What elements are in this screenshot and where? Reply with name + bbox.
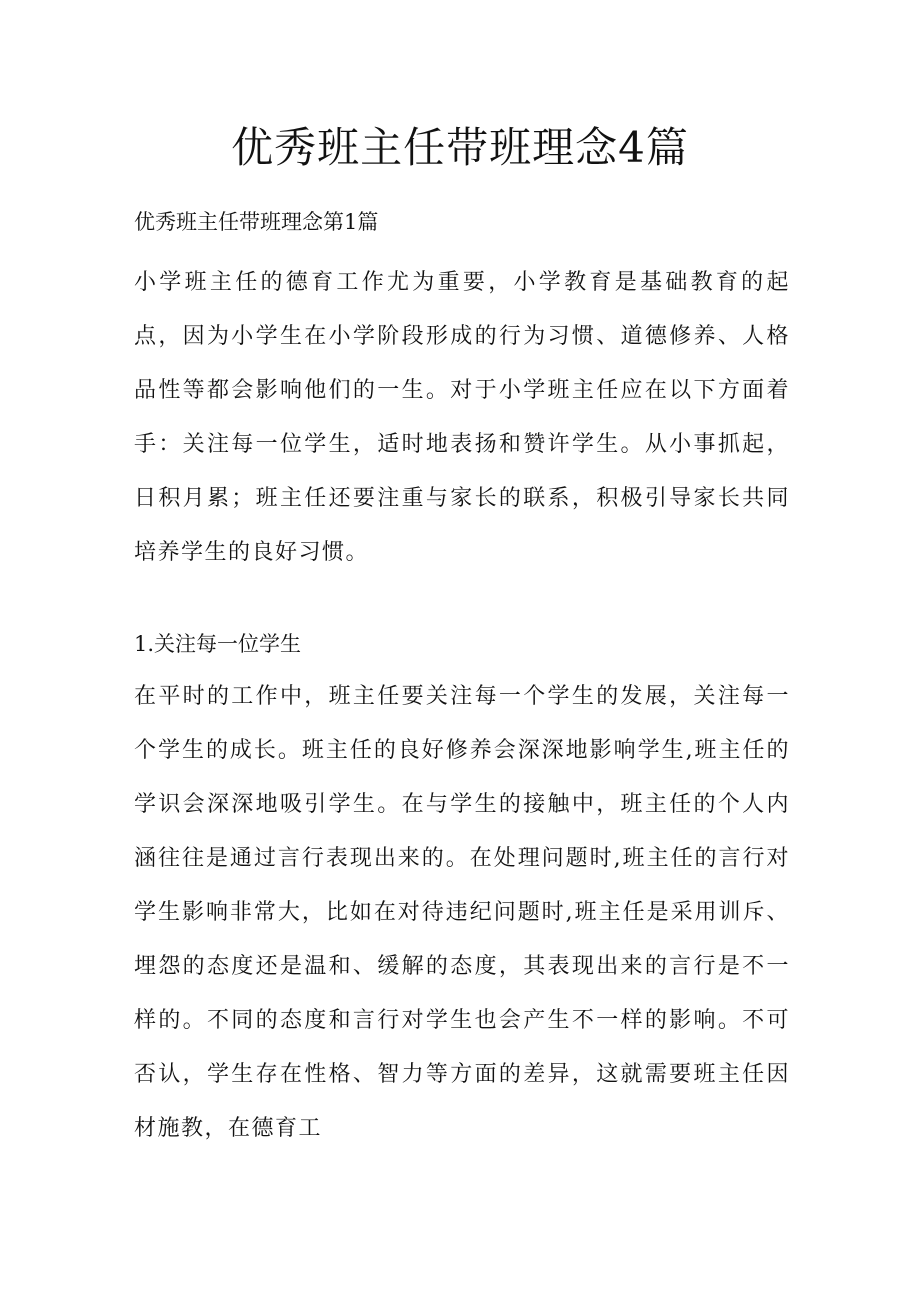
section-heading-1: 1.关注每一位学生 [134, 632, 302, 656]
section-subtitle: 优秀班主任带班理念第1篇 [134, 210, 379, 234]
document-title: 优秀班主任带班理念4篇 [231, 123, 689, 172]
paragraph-body: 在平时的工作中，班主任要关注每一个学生的发展，关注每一个学生的成长。班主任的良好修养会深深地影响学生,班主任的学识会深深地吸引学生。在与学生的接触中，班主任的个人内涵往往是通过言行表现出来的。在处理问题时,班主任的言行对学生影响非常大，比如在对待违纪问题时,班主任是采用训斥、埋怨的态度还是温和、缓解的态度，其表现出来的言行是不一样的。不同的态度和言行对学生也会产生不一样的影响。不可否认，学生存在性格、智力等方面的差异，这就需要班主任因材施教，在德育工 [134, 684, 790, 1141]
paragraph-intro: 小学班主任的德育工作尤为重要，小学教育是基础教育的起点，因为小学生在小学阶段形成的行为习惯、道德修养、人格品性等都会影响他们的一生。对于小学班主任应在以下方面着手：关注每一位学生，适时地表扬和赞许学生。从小事抓起，日积月累；班主任还要注重与家长的联系，积极引导家长共同培养学生的良好习惯。 [134, 270, 790, 565]
